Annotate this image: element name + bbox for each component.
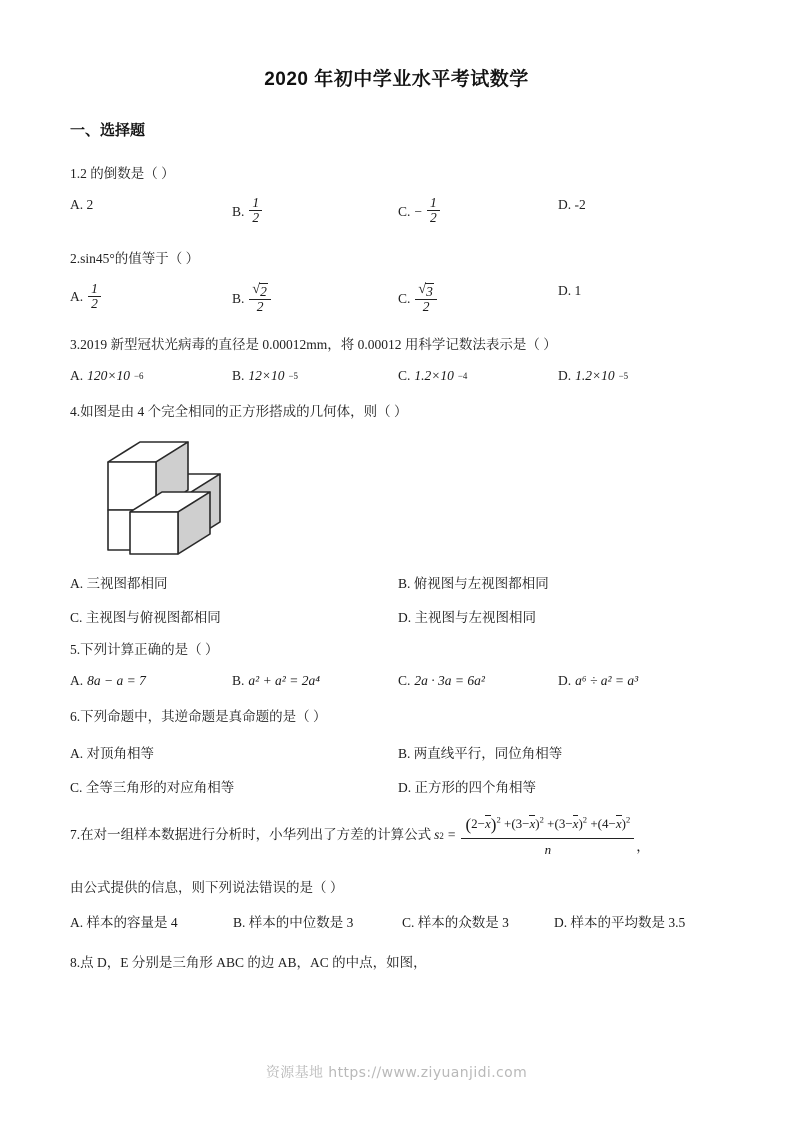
option-3-d[interactable]: D. 1.2×10 −5 [558,367,629,383]
question-2-stem: 2.sin45°的值等于（ ） [70,251,200,267]
fraction-denominator: 2 [252,210,260,226]
fraction-numerator: 1 [88,282,101,297]
option-4-b[interactable]: B. 俯视图与左视图都相同 [398,576,549,591]
option-2-a[interactable] [70,280,102,312]
option-2-c-label: C. [398,290,411,306]
option-3-d-label: D. [558,367,572,383]
formula-lhs: s [434,827,440,843]
option-4-d[interactable]: D. 主视图与左视图相同 [398,610,536,625]
option-1-d[interactable] [558,197,586,213]
option-2-c-fraction [415,282,436,315]
formula-equals: = [447,827,456,843]
option-2-b[interactable] [232,283,272,316]
question-8-stem: 8.点 D，E 分别是三角形 ABC 的边 AB，AC 的中点，如图， [70,954,427,970]
option-5-d-label: D. [558,673,572,689]
option-5-d[interactable] [558,673,638,689]
page-title: 2020 年初中学业水平考试数学 [264,69,529,90]
question-7-options [70,911,738,931]
fraction-numerator [249,282,270,301]
option-2-b-fraction [249,282,270,315]
option-1-c-fraction [427,196,440,225]
question-4-options-row-1 [70,572,738,592]
option-2-d-label: D. 1 [558,282,582,298]
question-6-stem: 6.下列命题中，其逆命题是真命题的是（ ） [70,709,327,725]
question-2-options [70,280,738,321]
option-3-a[interactable]: A. 120×10 −6 [70,367,144,383]
fraction-denominator: 2 [256,299,264,315]
option-6-b[interactable]: B. 两直线平行，同位角相等 [398,745,563,761]
formula-numerator [461,812,634,840]
option-2-a-fraction [88,282,101,311]
option-6-d[interactable]: D. 正方形的四个角相等 [398,779,536,795]
question-4-stem: 4.如图是由 4 个完全相同的正方形搭成的几何体，则（ ） [70,403,408,419]
option-1-c[interactable] [398,197,441,226]
fraction-numerator [415,282,436,301]
sqrt-radicand: 3 [426,283,433,299]
section-heading: 一、选择题 [70,122,146,139]
formula-trailing-comma: ， [636,839,650,855]
fraction-denominator: 2 [430,210,437,226]
question-7-stem-text: 7.在对一组样本数据进行分析时，小华列出了方差的计算公式 [70,827,432,843]
option-7-a[interactable]: A. 样本的容量是 4 [70,914,178,930]
option-1-a-label: A. 2 [70,197,94,213]
option-3-b-label: B. [232,367,245,383]
question-1-stem: 1.2 的倒数是（ ） [70,166,175,181]
fraction-denominator: 2 [91,295,98,311]
option-2-d[interactable] [558,283,581,299]
option-3-b[interactable]: B. 12×10 −5 [232,367,298,383]
option-5-d-expression: a⁶ ÷ a² = a³ [575,673,639,689]
fraction-denominator: 2 [422,299,430,315]
option-1-b[interactable] [232,197,263,226]
formula-term-3: $+(3-x)^2$ [543,814,588,831]
option-7-d[interactable]: D. 样本的平均数是 3.5 [554,914,686,930]
question-7-stem-line-1 [70,812,738,860]
option-1-c-minus-sign: − [414,203,423,219]
option-5-b-label: B. [232,673,245,689]
option-3-d-mantissa: 1.2×10 [575,367,615,383]
questions-container [0,140,793,973]
question-7-stem-line-2: 由公式提供的信息，则下列说法错误的是（ ） [70,879,344,895]
option-4-a[interactable]: A. 三视图都相同 [70,576,168,591]
option-1-c-label: C. [398,203,411,219]
option-5-a-expression: 8a − a = 7 [87,673,146,689]
formula-denominator: n [544,842,552,857]
option-5-a-label: A. [70,673,84,689]
option-5-b[interactable] [232,673,320,689]
option-5-c[interactable] [398,673,485,689]
question-1-options [70,197,738,235]
sqrt-icon: √ 2 [252,281,267,299]
question-5-options [70,673,738,693]
formula-term-1: $(2-x)^2$ [465,814,501,834]
option-2-c[interactable] [398,283,438,316]
option-2-a-label: A. [70,289,84,305]
option-7-b[interactable]: B. 样本的中位数是 3 [233,914,354,930]
option-7-c[interactable]: C. 样本的众数是 3 [402,914,509,930]
fraction-numerator: 1 [427,196,440,211]
option-2-b-label: B. [232,290,245,306]
question-4-figure [70,436,738,558]
option-3-c-label: C. [398,367,411,383]
formula-term-4: $+(4-x)^2$ [587,814,631,831]
option-4-c[interactable]: C. 主视图与俯视图都相同 [70,610,221,625]
formula-term-2: $+(3-x)^2$ [500,814,544,831]
option-1-b-label: B. [232,203,245,219]
option-5-b-expression: a² + a² = 2a⁴ [248,673,320,689]
question-6-options-row-1 [70,742,738,762]
question-5-stem: 5.下列计算正确的是（ ） [70,642,219,657]
option-1-b-fraction [249,196,262,225]
option-3-c[interactable]: C. 1.2×10 −4 [398,367,468,383]
fraction-numerator: 1 [249,196,262,211]
option-3-a-mantissa: 120×10 [87,367,130,383]
option-1-d-label: D. -2 [558,197,586,213]
watermark: 资源基地 https://www.ziyuanjidi.com [265,1065,528,1081]
option-5-c-label: C. [398,673,411,689]
option-1-a[interactable] [70,197,93,213]
option-6-c[interactable]: C. 全等三角形的对应角相等 [70,779,235,795]
question-6-options-row-2 [70,776,738,796]
option-3-c-mantissa: 1.2×10 [414,367,454,383]
option-3-a-label: A. [70,367,84,383]
formula-fraction [461,812,634,860]
option-5-c-expression: 2a · 3a = 6a² [414,673,485,689]
variance-formula: s 2 = $\frac{(2-x)^2 +(3-x)^2 +(3-x)^2 +(4-x)^2}{n}$ ， [434,812,650,860]
option-5-a[interactable] [70,673,146,689]
option-3-b-mantissa: 12×10 [248,367,285,383]
question-4-options-row-2 [70,606,738,626]
sqrt-icon: √ 3 [418,281,433,299]
question-3-options [70,368,738,388]
cube-solid-diagram [84,436,274,556]
question-3-stem: 3.2019 新型冠状光病毒的直径是 0.00012mm，将 0.00012 用科学记数法表示是（ ） [70,336,557,352]
sqrt-radicand: 2 [260,283,267,299]
cube-front-face [130,512,178,554]
option-6-a[interactable]: A. 对顶角相等 [70,745,154,761]
